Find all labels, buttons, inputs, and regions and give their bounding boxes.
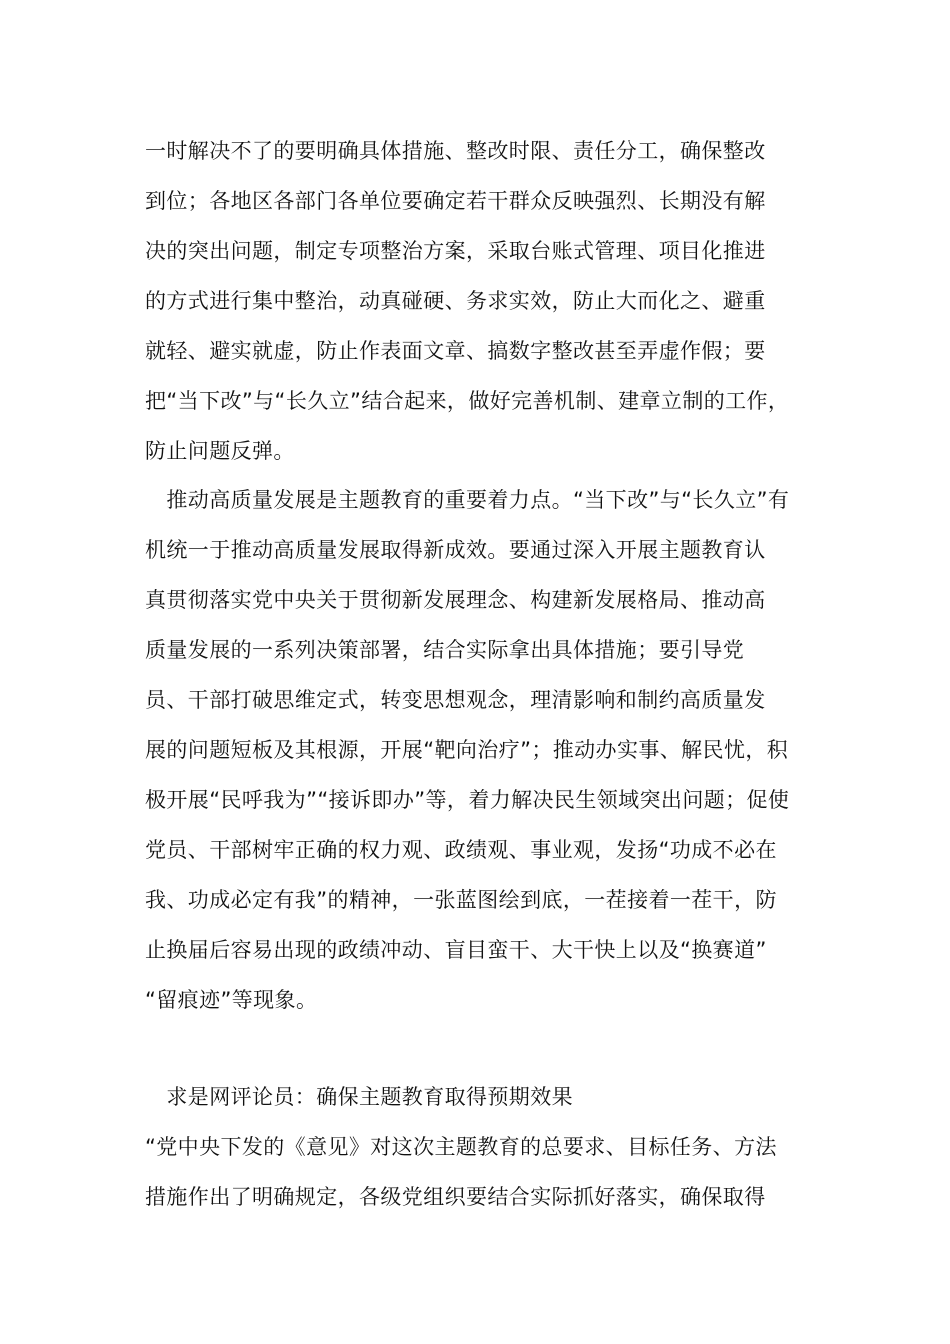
body-text-line: 到位；各地区各部门各单位要确定若干群众反映强烈、长期没有解 [145,189,766,213]
body-text-line: 的方式进行集中整治，动真碰硬、务求实效，防止大而化之、避重 [145,289,766,313]
body-text-line: 一时解决不了的要明确具体措施、整改时限、责任分工，确保整改 [145,139,766,163]
body-text-line: 员、干部打破思维定式，转变思想观念，理清影响和制约高质量发 [145,688,766,712]
body-text-line: 决的突出问题，制定专项整治方案，采取台账式管理、项目化推进 [145,239,766,263]
section-heading: 求是网评论员：确保主题教育取得预期效果 [145,1085,573,1109]
body-text-line: “党中央下发的《意见》对这次主题教育的总要求、目标任务、方法 [145,1135,777,1159]
body-text-line: 展的问题短板及其根源，开展“靶向治疗”；推动办实事、解民忧，积 [145,738,789,762]
body-text-line: 我、功成必定有我”的精神，一张蓝图绘到底，一茬接着一茬干，防 [145,888,777,912]
body-text-line: 止换届后容易出现的政绩冲动、盲目蛮干、大干快上以及“换赛道” [145,938,767,962]
body-text-line: “留痕迹”等现象。 [145,988,318,1012]
body-text-line: 就轻、避实就虚，防止作表面文章、搞数字整改甚至弄虚作假；要 [145,339,766,363]
body-text-line: 极开展“民呼我为”“接诉即办”等，着力解决民生领域突出问题；促使 [145,788,790,812]
body-text-line: 防止问题反弹。 [145,439,295,463]
body-text-line: 质量发展的一系列决策部署，结合实际拿出具体措施；要引导党 [145,638,745,662]
body-text-line: 真贯彻落实党中央关于贯彻新发展理念、构建新发展格局、推动高 [145,588,766,612]
body-text-line: 机统一于推动高质量发展取得新成效。要通过深入开展主题教育认 [145,538,766,562]
body-text-line: 措施作出了明确规定，各级党组织要结合实际抓好落实，确保取得 [145,1185,766,1209]
paragraph-start-line: 推动高质量发展是主题教育的重要着力点。“当下改”与“长久立”有 [145,488,790,512]
body-text-line: 把“当下改”与“长久立”结合起来，做好完善机制、建章立制的工作， [145,389,790,413]
body-text-line: 党员、干部树牢正确的权力观、政绩观、事业观，发扬“功成不必在 [145,838,777,862]
